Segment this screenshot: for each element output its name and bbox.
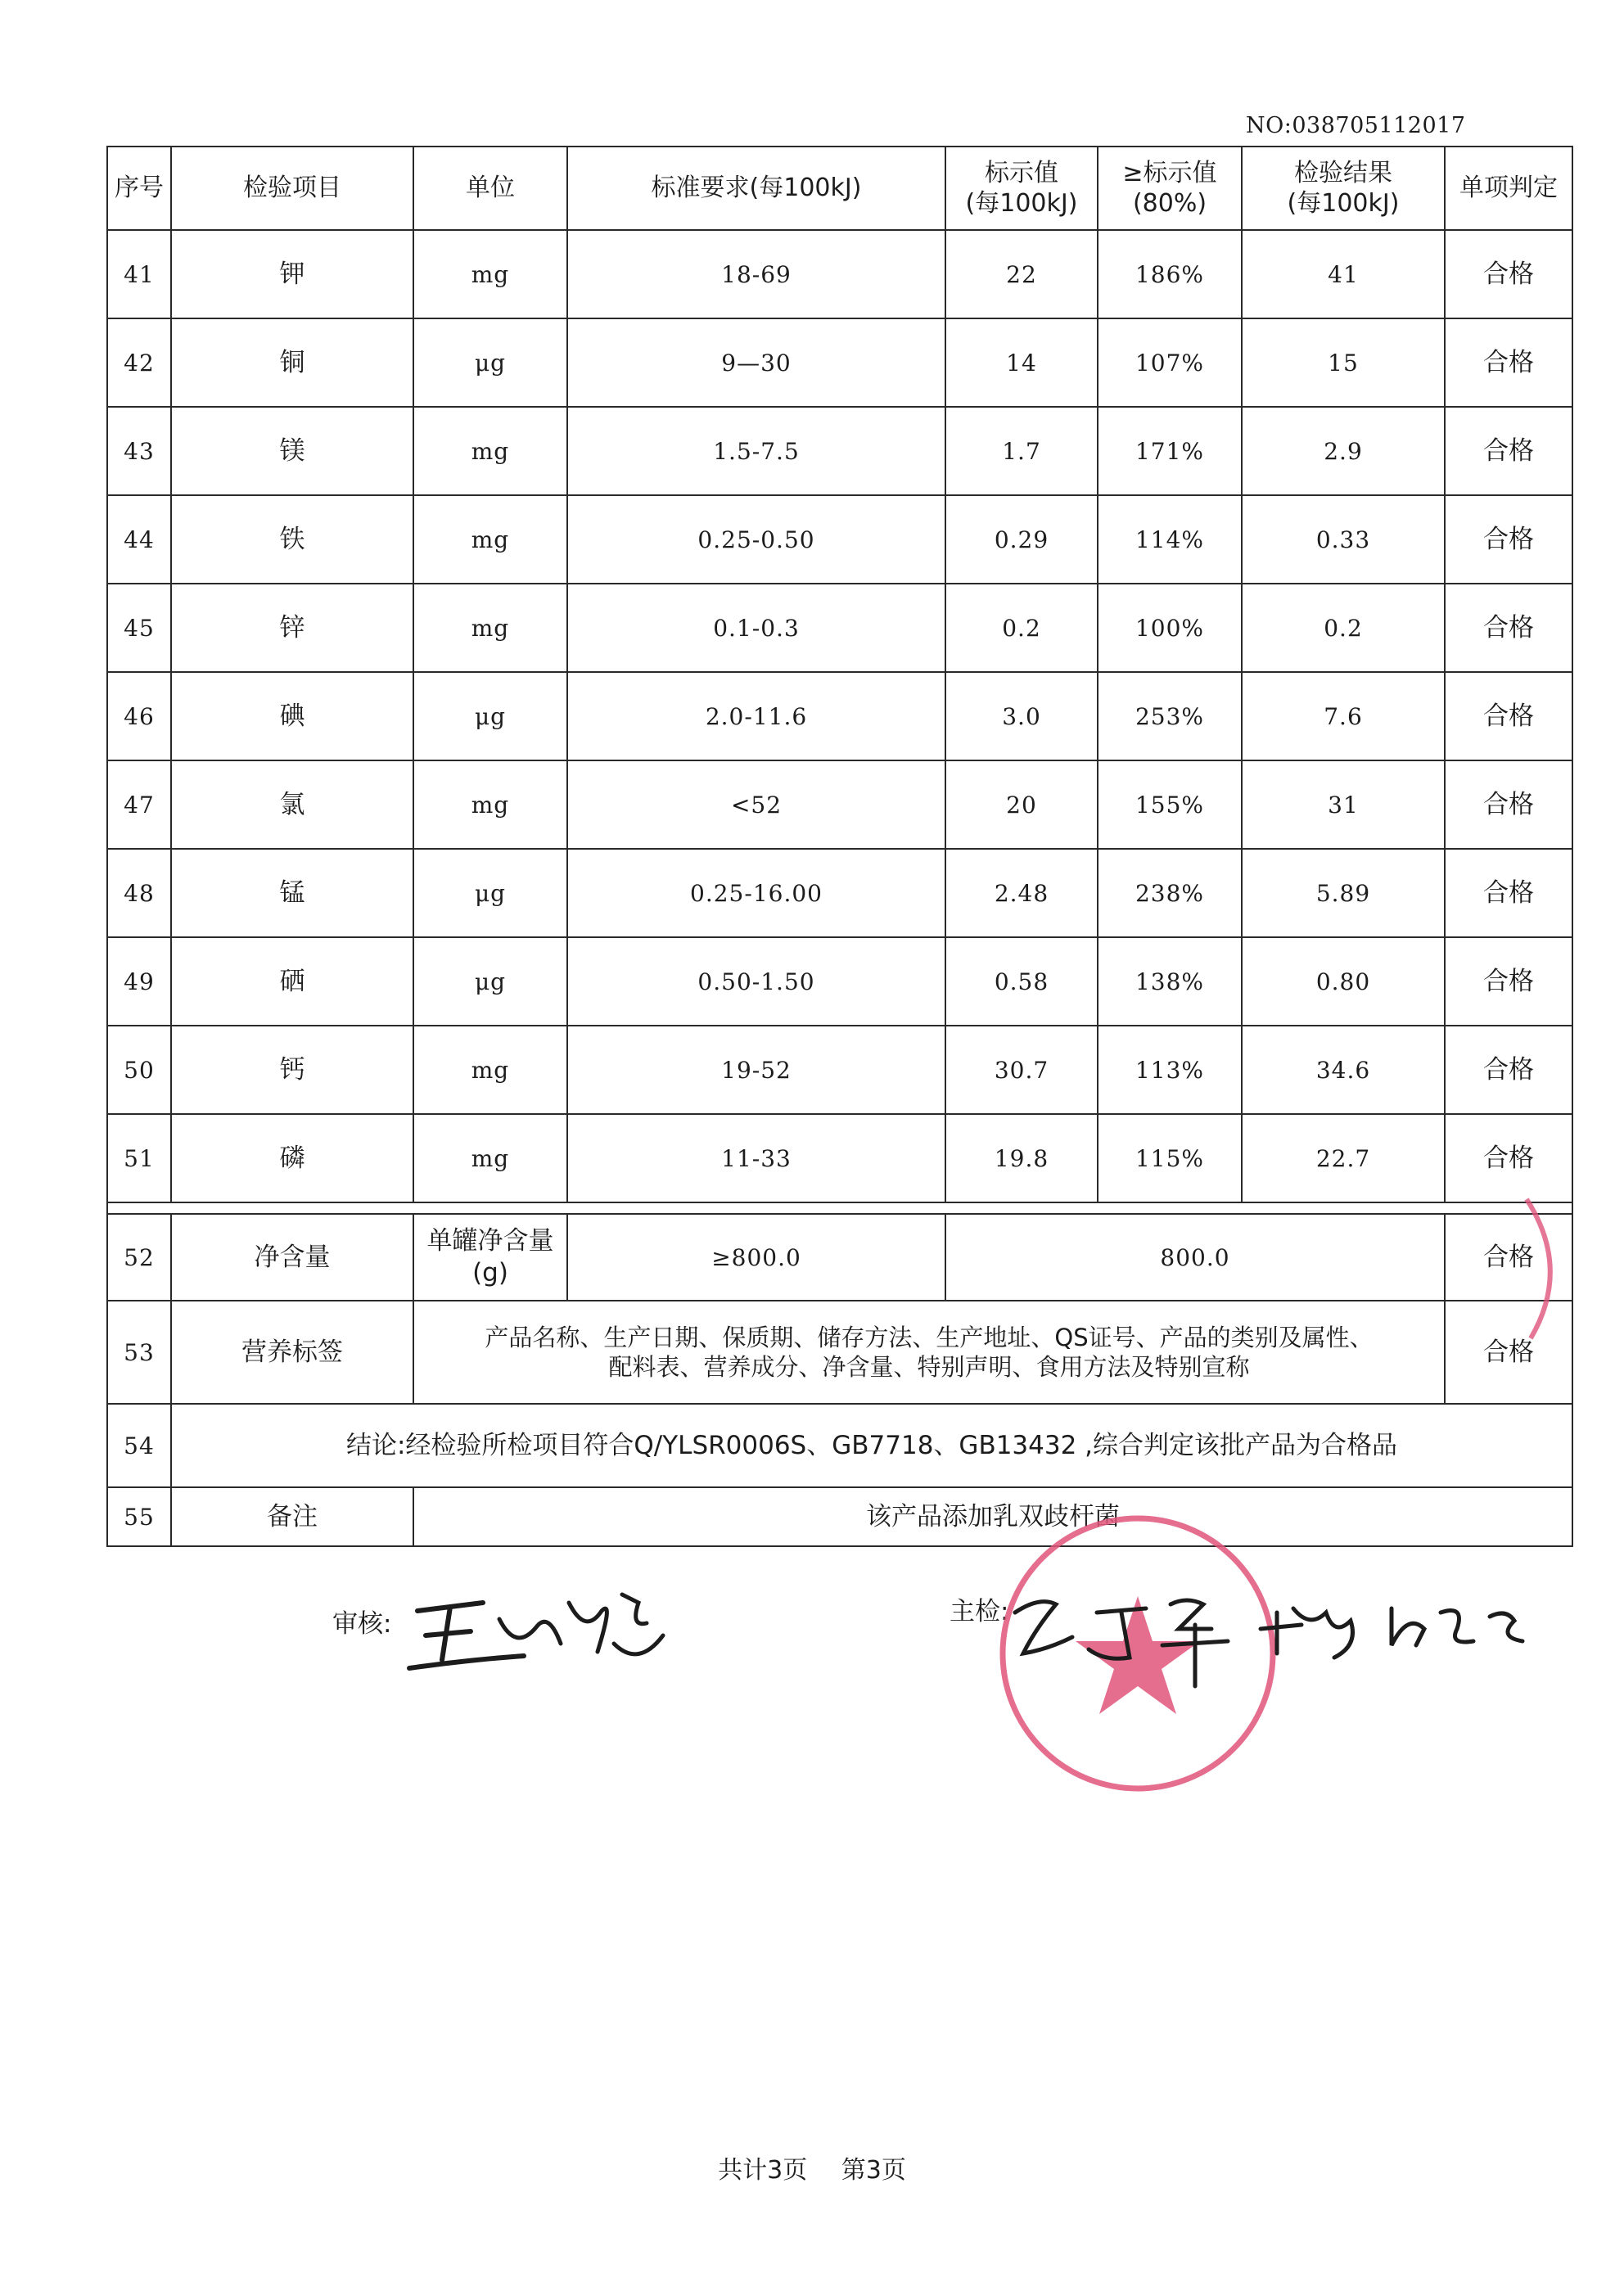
table-row <box>107 584 1572 672</box>
cell-unit: mg <box>413 760 567 849</box>
cell-judgement: 合格 <box>1445 937 1572 1026</box>
cell-ratio: 107% <box>1098 318 1242 407</box>
cell-result: 0.80 <box>1242 937 1445 1026</box>
table-row <box>107 495 1572 584</box>
cell-seq: 49 <box>107 937 171 1026</box>
cell-seq: 42 <box>107 318 171 407</box>
report-number-label: NO: <box>1246 113 1292 138</box>
inspection-table <box>106 146 1573 1547</box>
cell-judgement: 合格 <box>1445 672 1572 760</box>
header-result-line1: 检验结果 <box>1294 158 1392 187</box>
cell-unit: mg <box>413 495 567 584</box>
cell-item: 锌 <box>171 584 413 672</box>
cell-item: 磷 <box>171 1114 413 1202</box>
cell-judgement: 合格 <box>1445 584 1572 672</box>
table-row <box>107 849 1572 937</box>
cell-unit: mg <box>413 407 567 495</box>
table-row <box>107 407 1572 495</box>
cell-result: 41 <box>1242 230 1445 318</box>
cell-labeled: 20 <box>945 760 1098 849</box>
cell-result: 31 <box>1242 760 1445 849</box>
unit-line2: (g) <box>472 1258 508 1288</box>
separator-cell <box>107 1202 1572 1214</box>
cell-unit <box>413 1214 567 1301</box>
cell-seq: 51 <box>107 1114 171 1202</box>
cell-result: 34.6 <box>1242 1026 1445 1114</box>
cell-requirement: 0.25-0.50 <box>567 495 945 584</box>
cell-labeled: 3.0 <box>945 672 1098 760</box>
cell-requirement: 2.0-11.6 <box>567 672 945 760</box>
stamp-edge-mark <box>1522 1195 1580 1342</box>
cell-item: 钾 <box>171 230 413 318</box>
cell-result: 0.2 <box>1242 584 1445 672</box>
cell-unit: mg <box>413 230 567 318</box>
cell-item: 碘 <box>171 672 413 760</box>
cell-seq: 54 <box>107 1404 171 1487</box>
table-separator-row <box>107 1202 1572 1214</box>
cell-unit: μg <box>413 318 567 407</box>
cell-result: 2.9 <box>1242 407 1445 495</box>
cell-requirement: 0.1-0.3 <box>567 584 945 672</box>
cell-judgement: 合格 <box>1445 318 1572 407</box>
report-number <box>1246 113 1466 138</box>
cell-ratio: 100% <box>1098 584 1242 672</box>
cell-seq: 41 <box>107 230 171 318</box>
inspector-signature <box>1007 1580 1531 1703</box>
cell-ratio: 115% <box>1098 1114 1242 1202</box>
cell-labeled: 0.58 <box>945 937 1098 1026</box>
header-labeled-line2: (每100kJ) <box>965 189 1078 218</box>
cell-judgement: 合格 <box>1445 230 1572 318</box>
label-content-line1: 产品名称、生产日期、保质期、储存方法、生产地址、QS证号、产品的类别及属性、 <box>485 1323 1374 1351</box>
cell-item: 营养标签 <box>171 1301 413 1404</box>
cell-seq: 44 <box>107 495 171 584</box>
cell-item: 钙 <box>171 1026 413 1114</box>
reviewer-signature <box>393 1578 688 1685</box>
cell-result: 22.7 <box>1242 1114 1445 1202</box>
header-ratio <box>1098 147 1242 230</box>
cell-requirement: 18-69 <box>567 230 945 318</box>
cell-seq: 52 <box>107 1214 171 1301</box>
cell-result: 15 <box>1242 318 1445 407</box>
cell-seq: 53 <box>107 1301 171 1404</box>
label-content-line2: 配料表、营养成分、净含量、特别声明、食用方法及特别宣称 <box>608 1353 1250 1381</box>
header-judgement: 单项判定 <box>1445 147 1572 230</box>
cell-result: 7.6 <box>1242 672 1445 760</box>
cell-ratio: 155% <box>1098 760 1242 849</box>
cell-labeled: 14 <box>945 318 1098 407</box>
cell-ratio: 238% <box>1098 849 1242 937</box>
header-item: 检验项目 <box>171 147 413 230</box>
cell-labeled: 19.8 <box>945 1114 1098 1202</box>
reviewer-label: 审核: <box>332 1609 392 1639</box>
cell-item: 氯 <box>171 760 413 849</box>
inspector-label: 主检: <box>950 1597 1009 1626</box>
cell-unit: μg <box>413 849 567 937</box>
cell-seq: 47 <box>107 760 171 849</box>
cell-unit: mg <box>413 1026 567 1114</box>
cell-seq: 50 <box>107 1026 171 1114</box>
cell-ratio: 186% <box>1098 230 1242 318</box>
header-unit: 单位 <box>413 147 567 230</box>
header-result-line2: (每100kJ) <box>1287 189 1400 218</box>
cell-requirement: 1.5-7.5 <box>567 407 945 495</box>
table-row-nutrition-label <box>107 1301 1572 1404</box>
cell-labeled: 0.29 <box>945 495 1098 584</box>
table-row <box>107 672 1572 760</box>
cell-requirement: ≥800.0 <box>567 1214 945 1301</box>
cell-item: 净含量 <box>171 1214 413 1301</box>
table-row <box>107 1026 1572 1114</box>
header-labeled <box>945 147 1098 230</box>
cell-ratio: 138% <box>1098 937 1242 1026</box>
cell-labeled: 1.7 <box>945 407 1098 495</box>
table-row <box>107 230 1572 318</box>
cell-judgement: 合格 <box>1445 1114 1572 1202</box>
footer-total-pages: 共计3页 <box>718 2156 808 2185</box>
cell-label-content <box>413 1301 1445 1404</box>
cell-labeled: 22 <box>945 230 1098 318</box>
cell-judgement: 合格 <box>1445 1301 1572 1404</box>
cell-ratio: 253% <box>1098 672 1242 760</box>
header-ratio-line1: ≥标示值 <box>1122 158 1217 187</box>
cell-ratio: 113% <box>1098 1026 1242 1114</box>
cell-remark: 该产品添加乳双歧杆菌 <box>413 1487 1572 1546</box>
cell-judgement: 合格 <box>1445 495 1572 584</box>
header-ratio-line2: (80%) <box>1132 189 1207 218</box>
header-labeled-line1: 标示值 <box>985 158 1058 187</box>
page-footer <box>0 2149 1624 2185</box>
header-result <box>1242 147 1445 230</box>
unit-line1: 单罐净含量 <box>426 1226 554 1256</box>
cell-requirement: 19-52 <box>567 1026 945 1114</box>
table-row-remark <box>107 1487 1572 1546</box>
table-header-row <box>107 147 1572 230</box>
cell-labeled: 2.48 <box>945 849 1098 937</box>
cell-requirement: 0.25-16.00 <box>567 849 945 937</box>
cell-unit: μg <box>413 672 567 760</box>
footer-current-page: 第3页 <box>841 2156 906 2185</box>
table-row <box>107 760 1572 849</box>
cell-unit: mg <box>413 584 567 672</box>
cell-judgement: 合格 <box>1445 760 1572 849</box>
cell-result: 800.0 <box>945 1214 1445 1301</box>
header-seq: 序号 <box>107 147 171 230</box>
cell-conclusion: 结论:经检验所检项目符合Q/YLSR0006S、GB7718、GB13432 ,综合判定该批产品为合格品 <box>171 1404 1572 1487</box>
cell-requirement: 0.50-1.50 <box>567 937 945 1026</box>
table-row <box>107 937 1572 1026</box>
cell-item: 备注 <box>171 1487 413 1546</box>
cell-requirement: 11-33 <box>567 1114 945 1202</box>
cell-item: 铜 <box>171 318 413 407</box>
cell-seq: 48 <box>107 849 171 937</box>
cell-item: 锰 <box>171 849 413 937</box>
table-row <box>107 1114 1572 1202</box>
cell-unit: μg <box>413 937 567 1026</box>
cell-judgement: 合格 <box>1445 407 1572 495</box>
cell-result: 0.33 <box>1242 495 1445 584</box>
table-row <box>107 318 1572 407</box>
cell-labeled: 0.2 <box>945 584 1098 672</box>
table-row-net-content <box>107 1214 1572 1301</box>
header-requirement: 标准要求(每100kJ) <box>567 147 945 230</box>
cell-seq: 45 <box>107 584 171 672</box>
cell-unit: mg <box>413 1114 567 1202</box>
cell-seq: 43 <box>107 407 171 495</box>
cell-seq: 46 <box>107 672 171 760</box>
cell-judgement: 合格 <box>1445 849 1572 937</box>
cell-item: 铁 <box>171 495 413 584</box>
table-row-conclusion <box>107 1404 1572 1487</box>
cell-labeled: 30.7 <box>945 1026 1098 1114</box>
cell-ratio: 114% <box>1098 495 1242 584</box>
cell-ratio: 171% <box>1098 407 1242 495</box>
cell-item: 镁 <box>171 407 413 495</box>
cell-requirement: 9—30 <box>567 318 945 407</box>
cell-seq: 55 <box>107 1487 171 1546</box>
cell-requirement: <52 <box>567 760 945 849</box>
cell-judgement: 合格 <box>1445 1026 1572 1114</box>
report-number-value: 038705112017 <box>1292 113 1466 138</box>
cell-result: 5.89 <box>1242 849 1445 937</box>
cell-judgement: 合格 <box>1445 1214 1572 1301</box>
cell-item: 硒 <box>171 937 413 1026</box>
